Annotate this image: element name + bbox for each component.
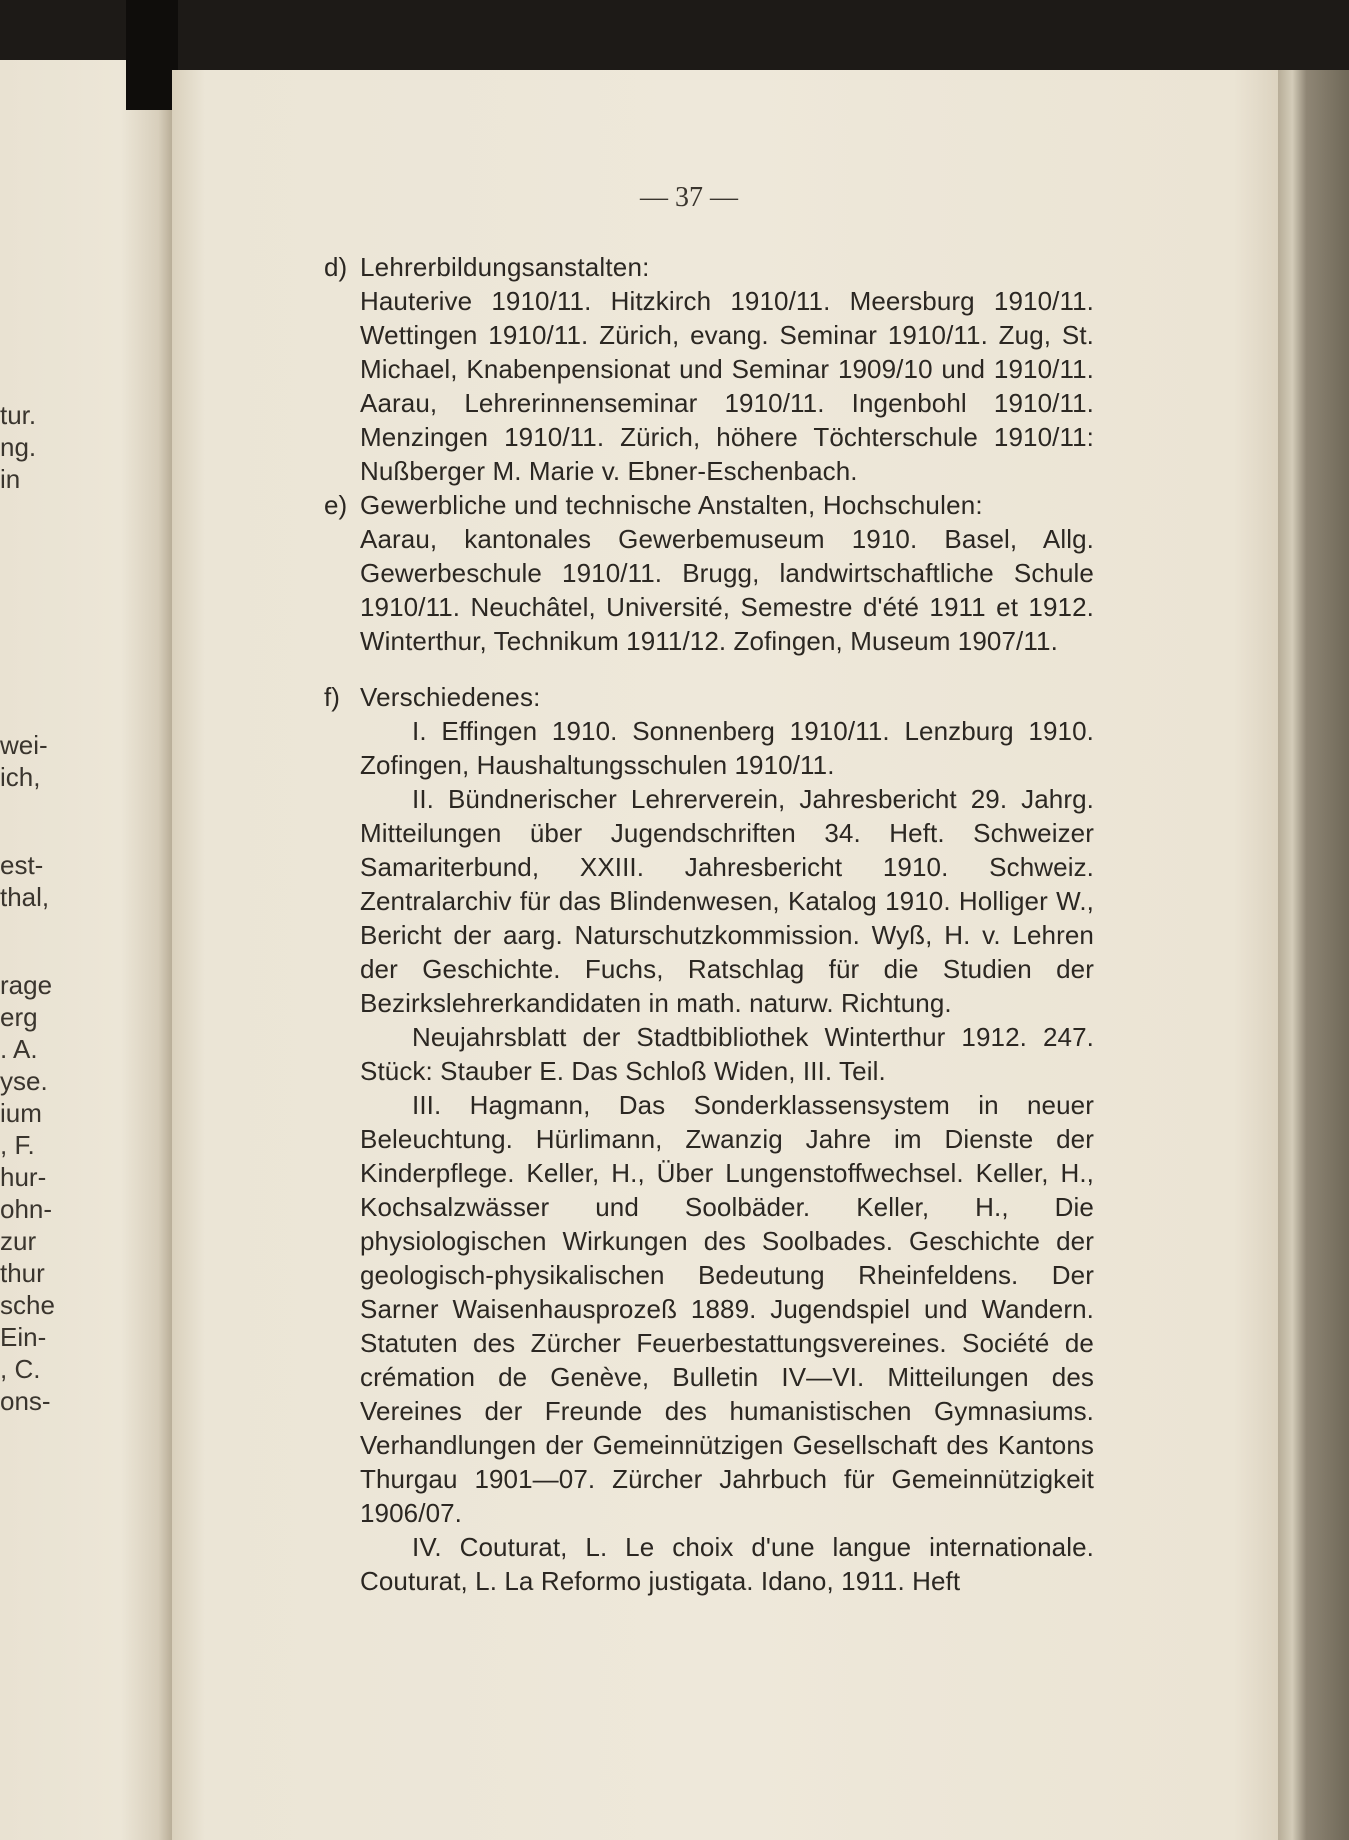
margin-fragment: wei- xyxy=(0,730,48,760)
margin-fragment: Ein- xyxy=(0,1322,47,1352)
paragraph: II. Bündnerischer Lehrerverein, Jahresbericht 29. Jahrg. Mitteilungen über Jugendschriften 34. Heft. Schweizer Samariterbund, XXIII. Jahresbericht 1910. Schweiz. Zentralarchiv für das Blindenwesen, Katalog 1910. Holliger W., Bericht der aarg. Naturschutzkommission. Wyß, H. v. Lehren der Geschichte. Fuchs, Ratschlag für die Studien der Bezirkslehrerkandidaten in math. naturw. Richtung. xyxy=(360,784,1094,1018)
paragraph: I. Effingen 1910. Sonnenberg 1910/11. Lenzburg 1910. Zofingen, Haushaltungsschulen 1910/11. xyxy=(360,716,1094,780)
paragraph: Hauterive 1910/11. Hitzkirch 1910/11. Meersburg 1910/11. Wettingen 1910/11. Zürich, evang. Seminar 1910/11. Zug, St. Michael, Knabenpensionat und Seminar 1909/10 und 1910/11. Aarau, Lehrerinnenseminar 1910/11. Ingenbohl 1910/11. Menzingen 1910/11. Zürich, höhere Töchterschule 1910/11: Nußberger M. Marie v. Ebner-Eschenbach. xyxy=(360,286,1094,486)
section-marker: d) xyxy=(324,252,348,282)
section-marker: f) xyxy=(324,682,340,712)
section-f xyxy=(324,680,1094,1598)
margin-fragment: ich, xyxy=(0,762,41,792)
paragraph: Neujahrsblatt der Stadtbibliothek Winterthur 1912. 247. Stück: Stauber E. Das Schloß Widen, III. Teil. xyxy=(360,1022,1094,1086)
paragraph: IV. Couturat, L. Le choix d'une langue internationale. Couturat, L. La Reformo justigata. Idano, 1911. Heft xyxy=(360,1532,1094,1596)
page-number: — 37 — xyxy=(640,182,738,213)
facing-page xyxy=(0,60,172,1840)
margin-fragment: zur xyxy=(0,1226,37,1256)
page-edge xyxy=(1278,70,1349,1840)
margin-fragment: rage xyxy=(0,970,53,1000)
margin-fragment: ons- xyxy=(0,1386,51,1416)
margin-fragment: in xyxy=(0,464,21,494)
margin-fragment: est- xyxy=(0,850,44,880)
margin-fragment: ium xyxy=(0,1098,42,1128)
margin-fragment: ng. xyxy=(0,432,37,462)
section-heading: Lehrerbildungsanstalten: xyxy=(360,252,650,282)
margin-fragment: tur. xyxy=(0,400,37,430)
margin-fragment: sche xyxy=(0,1290,55,1320)
section-heading: Gewerbliche und technische Anstalten, Hochschulen: xyxy=(360,490,983,520)
section-heading: Verschiedenes: xyxy=(360,682,541,712)
margin-fragment: , C. xyxy=(0,1354,41,1384)
section-d xyxy=(324,250,1094,488)
margin-fragment: . A. xyxy=(0,1034,38,1064)
margin-fragment: hur- xyxy=(0,1162,47,1192)
margin-fragment: erg xyxy=(0,1002,38,1032)
page-body xyxy=(324,250,1094,1598)
margin-fragment: thal, xyxy=(0,882,50,912)
book-spine xyxy=(126,0,178,110)
margin-fragment: ohn- xyxy=(0,1194,53,1224)
section-marker: e) xyxy=(324,490,348,520)
paragraph: Aarau, kantonales Gewerbemuseum 1910. Basel, Allg. Gewerbeschule 1910/11. Brugg, landwirtschaftliche Schule 1910/11. Neuchâtel, Université, Semestre d'été 1911 et 1912. Winterthur, Technikum 1911/12. Zofingen, Museum 1907/11. xyxy=(360,524,1094,656)
section-e xyxy=(324,488,1094,658)
paragraph: III. Hagmann, Das Sonderklassensystem in neuer Beleuchtung. Hürlimann, Zwanzig Jahre im Dienste der Kinderpflege. Keller, H., Über Lungenstoffwechsel. Keller, H., Kochsalzwässer und Soolbäder. Keller, H., Die physiologischen Wirkungen des Soolbades. Geschichte der geologisch-physikalischen Bedeutung Rheinfeldens. Der Sarner Waisenhausprozeß 1889. Jugendspiel und Wandern. Statuten des Zürcher Feuerbestattungsvereines. Société de crémation de Genève, Bulletin IV—VI. Mitteilungen des Vereines der Freunde des humanistischen Gymnasiums. Verhandlungen der Gemeinnützigen Gesellschaft des Kantons Thurgau 1901—07. Zürcher Jahrbuch für Gemeinnützigkeit 1906/07. xyxy=(360,1090,1094,1528)
margin-fragment: thur xyxy=(0,1258,45,1288)
margin-fragment: , F. xyxy=(0,1130,35,1160)
margin-fragment: yse. xyxy=(0,1066,48,1096)
